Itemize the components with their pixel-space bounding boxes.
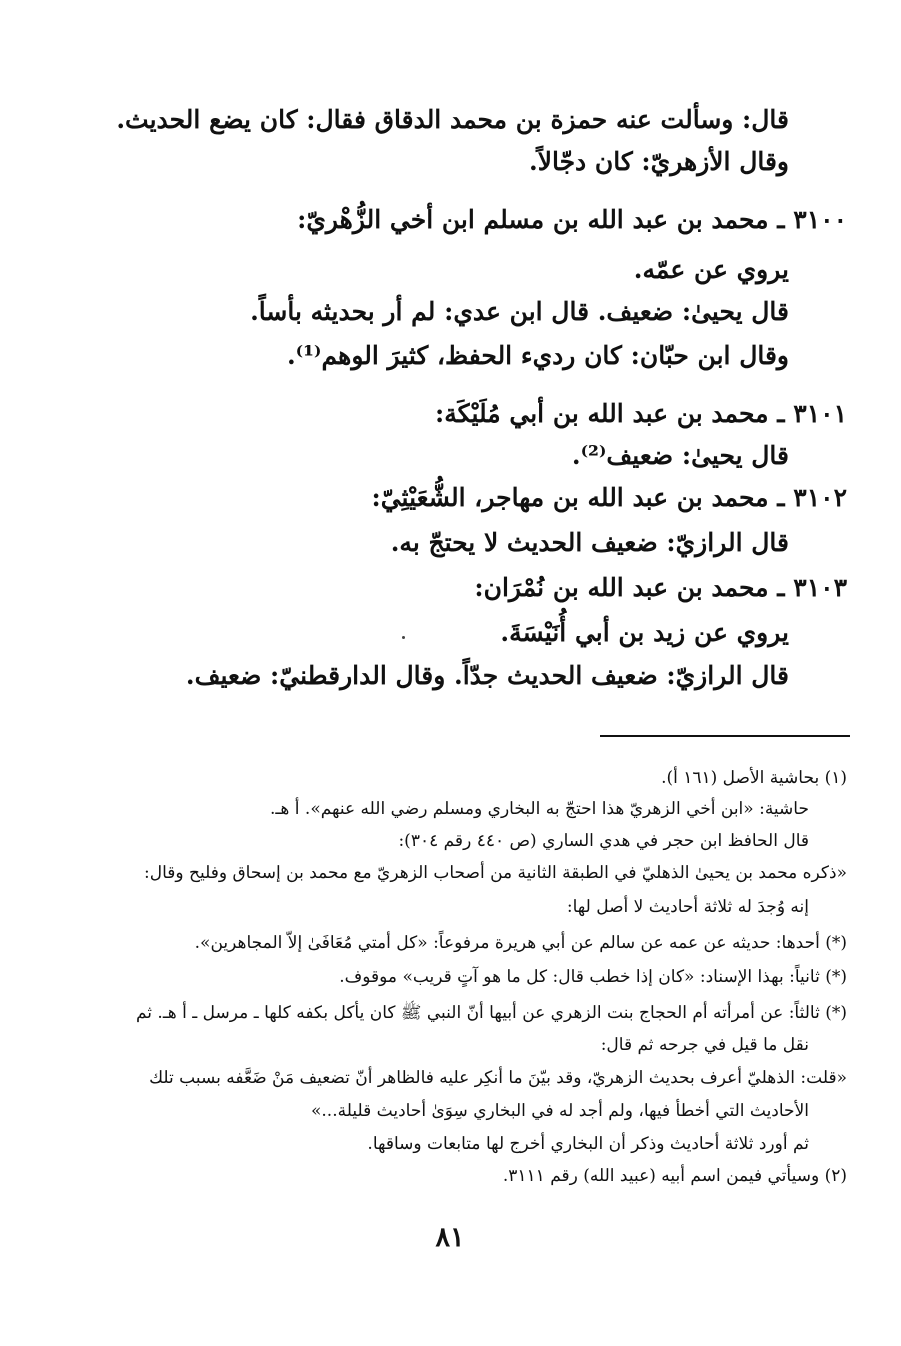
footnote-line: ثم أورد ثلاثة أحاديث وذكر أن البخاري أخرج لها متابعات وساقها. (367, 1134, 809, 1154)
entry-heading: ٣١٠١ ـ محمد بن عبد الله بن أبي مُلَيْكَة: (435, 399, 847, 428)
footnote-line: إنه وُجدَ له ثلاثة أحاديث لا أصل لها: (566, 897, 809, 917)
footnote-line: «قلت: الذهليّ أعرف بحديث الزهريّ، وقد بيّنَ ما أنكِر عليه فالظاهر أنّ تضعيف مَنْ ضَعَّفه بسبب تلك (149, 1068, 847, 1088)
footnote-line: الأحاديث التي أخطأ فيها، ولم أجد له في البخاري سِوَىٰ أحاديث قليلة...» (311, 1101, 809, 1121)
main-line: قال الرازيّ: ضعيف الحديث لا يحتجّ به. (390, 528, 789, 557)
main-line: قال يحيىٰ: ضعيف. قال ابن عدي: لم أر بحديثه بأساً. (250, 297, 789, 326)
footnote-line: نقل ما قيل في جرحه ثم قال: (600, 1035, 809, 1055)
main-line: يروي عن عمّه. (633, 255, 789, 284)
footnote-line: (*) ثانياً: بهذا الإسناد: «كان إذا خطب قال: كل ما هو آتٍ قريب» موقوف. (339, 967, 847, 987)
main-line: وقال ابن حبّان: كان رديء الحفظ، كثيرَ الوهم⁽¹⁾. (286, 341, 789, 370)
footnote-line: (٢) وسيأتي فيمن اسم أبيه (عبيد الله) رقم ٣١١١. (502, 1166, 847, 1186)
footnote-line: حاشية: «ابن أخي الزهريّ هذا احتجّ به البخاري ومسلم رضي الله عنهم». أ هـ. (270, 799, 809, 819)
footnote-line: (١) بحاشية الأصل (١٦١ أ). (661, 768, 847, 788)
page-number: ٨١ (435, 1222, 465, 1253)
main-line: قال: وسألت عنه حمزة بن محمد الدقاق فقال: كان يضع الحديث. (116, 105, 789, 134)
entry-heading: ٣١٠٢ ـ محمد بن عبد الله بن مهاجر، الشُّعَيْثِيّ: (371, 483, 847, 512)
footnote-separator (600, 735, 850, 737)
main-line: وقال الأزهريّ: كان دجّالاً. (528, 147, 789, 176)
footnote-line: (*) أحدها: حديثه عن عمه عن سالم عن أبي هريرة مرفوعاً: «كل أمتي مُعَافَىٰ إلاّ المجاهرين». (194, 933, 847, 953)
ink-speck (402, 636, 405, 639)
entry-heading: ٣١٠٣ ـ محمد بن عبد الله بن نُمْرَان: (474, 573, 847, 602)
footnote-line: (*) ثالثاً: عن أمرأته أم الحجاج بنت الزهري عن أبيها أنّ النبي ﷺ كان يأكل بكفه كلها ـ مرسل ـ أ هـ. ثم (135, 1003, 847, 1023)
main-line: قال الرازيّ: ضعيف الحديث جدّاً. وقال الدارقطنيّ: ضعيف. (185, 661, 789, 690)
entry-heading: ٣١٠٠ ـ محمد بن عبد الله بن مسلم ابن أخي الزُّهْريّ: (297, 205, 847, 234)
main-line: قال يحيىٰ: ضعيف⁽²⁾. (571, 441, 789, 470)
footnote-line: قال الحافظ ابن حجر في هدي الساري (ص ٤٤٠ رقم ٣٠٤): (398, 831, 809, 851)
main-line: يروي عن زيد بن أبي أُنَيْسَةَ. (500, 618, 789, 647)
footnote-line: «ذكره محمد بن يحيىٰ الذهليّ في الطبقة الثانية من أصحاب الزهريّ مع محمد بن إسحاق وفليح وقال: (143, 863, 847, 883)
